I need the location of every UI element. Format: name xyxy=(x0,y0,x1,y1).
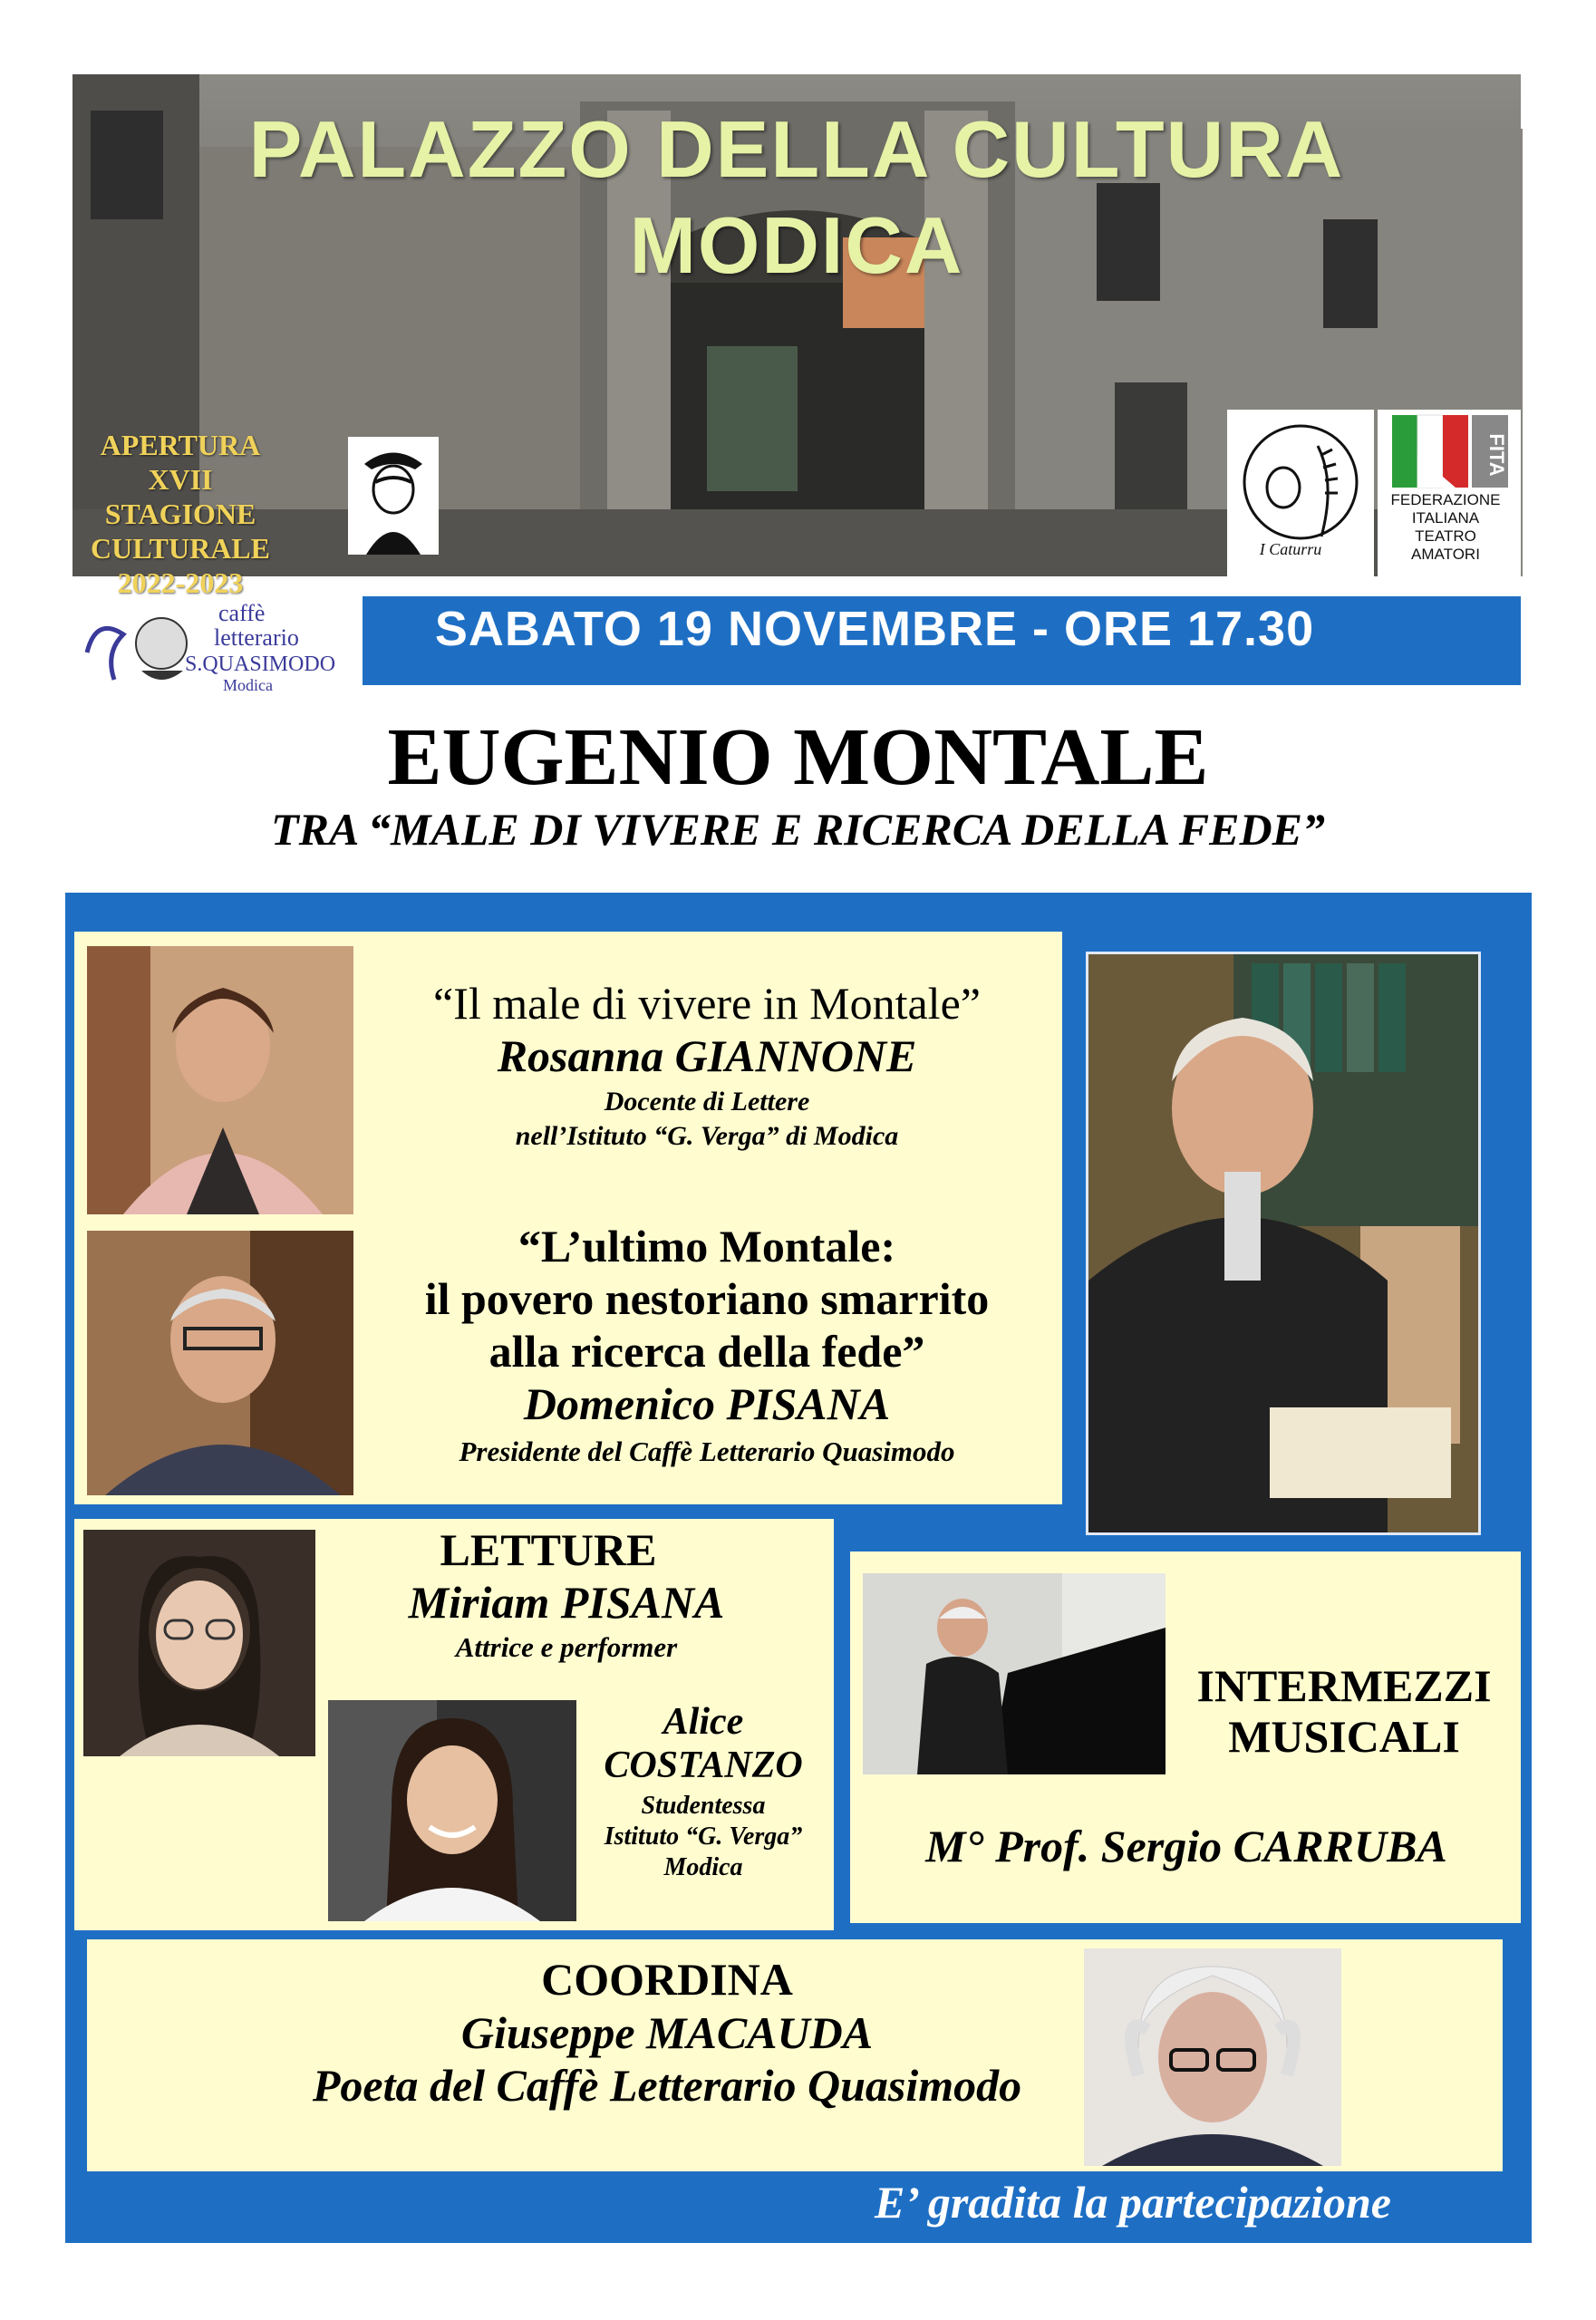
reader2-last-name: COSTANZO xyxy=(604,1745,803,1786)
talk2-speaker: Domenico PISANA xyxy=(523,1378,891,1429)
venue-title xyxy=(73,102,1521,294)
fita-caption-line: ITALIANA xyxy=(1411,509,1480,527)
coordina-name: Giuseppe MACAUDA xyxy=(460,2007,874,2058)
talk2-title-line2: il povero nestoriano smarrito xyxy=(424,1273,990,1324)
event-date-time: SABATO 19 NOVEMBRE - ORE 17.30 xyxy=(434,602,1315,656)
talk2-role: Presidente del Caffè Letterario Quasimodo xyxy=(459,1436,955,1467)
music-performer: M° Prof. Sergio CARRUBA xyxy=(925,1821,1447,1871)
sergio-carruba-piano-photo xyxy=(863,1573,1166,1774)
event-title: EUGENIO MONTALE xyxy=(387,712,1209,802)
music-heading-line2: MUSICALI xyxy=(1228,1711,1460,1762)
domenico-pisana-photo xyxy=(87,1231,353,1495)
eugenio-montale-photo xyxy=(1086,952,1481,1535)
alice-costanzo-photo xyxy=(328,1700,576,1921)
caffe-logo-line3: S.QUASIMODO xyxy=(185,652,336,676)
music-heading-line1: INTERMEZZI xyxy=(1196,1660,1492,1711)
venue-title-line2: MODICA xyxy=(629,200,964,290)
reader1-name: Miriam PISANA xyxy=(408,1577,725,1628)
letture-heading: LETTURE xyxy=(440,1524,657,1575)
quasimodo-sketch-image xyxy=(348,437,439,555)
talk1-role-line2: nell’Istituto “G. Verga” di Modica xyxy=(515,1121,899,1151)
giuseppe-macauda-photo xyxy=(1084,1948,1341,2166)
i-caturru-logo xyxy=(1227,410,1374,576)
fita-caption-line: TEATRO xyxy=(1415,527,1476,545)
apertura-line: CULTURALE xyxy=(91,532,270,565)
reader2-role-line1: Studentessa xyxy=(641,1792,766,1820)
reader2-role-line3: Modica xyxy=(663,1853,743,1881)
reader2-role-line2: Istituto “G. Verga” xyxy=(604,1822,803,1851)
venue-title-line1: PALAZZO DELLA CULTURA xyxy=(248,104,1345,194)
talk1-speaker: Rosanna GIANNONE xyxy=(497,1030,917,1081)
apertura-line: 2022-2023 xyxy=(117,566,244,599)
miriam-pisana-photo xyxy=(83,1530,315,1756)
header-banner xyxy=(73,74,1521,599)
apertura-line: XVII STAGIONE xyxy=(104,463,256,530)
fita-letters: FITA xyxy=(1485,433,1508,477)
coordina-heading: COORDINA xyxy=(541,1954,793,2005)
reader2-first-name: Alice xyxy=(663,1701,744,1743)
reader1-role: Attrice e performer xyxy=(455,1631,678,1663)
talk2-title-line3: alla ricerca della fede” xyxy=(488,1326,925,1377)
apertura-line: APERTURA xyxy=(100,429,261,461)
i-caturru-logo-text: I Caturru xyxy=(1259,540,1322,558)
fita-caption xyxy=(1378,491,1514,564)
rosanna-giannone-photo xyxy=(87,946,353,1214)
event-subtitle: TRA “MALE DI VIVERE E RICERCA DELLA FEDE” xyxy=(271,804,1325,855)
fita-caption-line: FEDERAZIONE xyxy=(1390,491,1501,508)
fita-caption-line: AMATORI xyxy=(1411,546,1480,563)
caffe-logo-line1: caffè xyxy=(218,600,266,626)
caffe-letterario-logo xyxy=(78,598,350,698)
season-opening-label xyxy=(85,428,276,600)
date-bar xyxy=(363,596,1521,685)
talk1-role-line1: Docente di Lettere xyxy=(604,1087,810,1116)
talk2-title-line1: “L’ultimo Montale: xyxy=(517,1221,896,1271)
caffe-logo-line2: letterario xyxy=(214,624,299,651)
caffe-logo-line4: Modica xyxy=(223,676,273,694)
talk1-title: “Il male di vivere in Montale” xyxy=(433,978,981,1029)
coordina-role: Poeta del Caffè Letterario Quasimodo xyxy=(312,2060,1022,2111)
footer-note: E’ gradita la partecipazione xyxy=(875,2177,1391,2228)
